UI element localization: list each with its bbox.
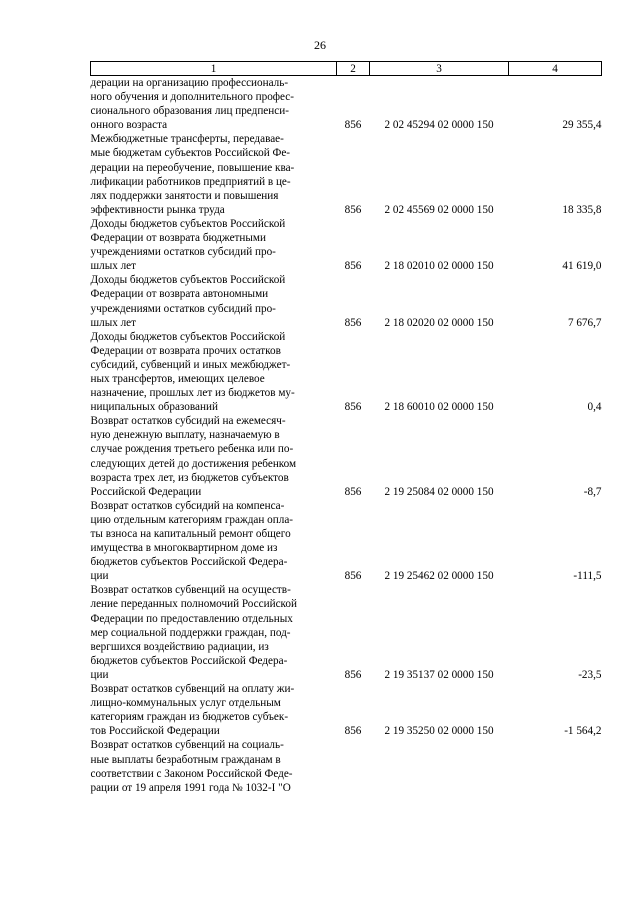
table-row <box>91 273 602 329</box>
revenue-name-line: ление переданных полномочий Российской <box>90 598 297 611</box>
revenue-name-line: ниципальных образований <box>90 401 218 414</box>
amount-cell: 18 335,8 <box>562 203 602 216</box>
revenue-name-line: ты взноса на капитальный ремонт общего <box>90 528 291 540</box>
revenue-name-cell <box>91 76 337 133</box>
revenue-name-line: субсидий, субвенций и иных межбюджет- <box>90 358 291 371</box>
revenue-name-line: Возврат остатков субвенций на социаль- <box>90 739 284 752</box>
revenue-name-line: следующих детей до достижения ребенком <box>90 457 297 470</box>
table-row <box>91 499 602 584</box>
revenue-name-line: Возврат остатков субсидий на компенса- <box>90 499 285 512</box>
admin-code-cell: 856 <box>344 725 362 738</box>
column-header-amount: 4 <box>509 62 602 76</box>
revenue-name-line: Российской Федерации <box>90 485 202 498</box>
admin-code-cell: 856 <box>344 401 362 414</box>
budget-code-cell: 2 18 60010 02 0000 150 <box>384 401 494 414</box>
revenue-name-line: шлых лет <box>90 260 137 273</box>
amount-cell: -8,7 <box>583 485 602 498</box>
revenue-name-line: Доходы бюджетов субъектов Российской <box>90 274 286 287</box>
table-row <box>91 132 602 217</box>
budget-revenue-table <box>90 61 602 795</box>
revenue-name-line: Федерации от возврата бюджетными <box>90 232 267 245</box>
revenue-name-line: бюджетов субъектов Российской Федера- <box>90 654 288 667</box>
revenue-name-line: Возврат остатков субсидий на ежемесяч- <box>90 415 286 428</box>
budget-code-cell: 2 19 35137 02 0000 150 <box>384 668 494 681</box>
revenue-name-line: Федерации от возврата прочих остатков <box>90 344 281 357</box>
revenue-name-line: мые бюджетам субъектов Российской Фе- <box>90 147 291 160</box>
revenue-name-cell <box>91 217 337 273</box>
revenue-name-line: ции <box>90 570 109 583</box>
revenue-name-line: ные выплаты безработным гражданам в <box>90 753 281 766</box>
revenue-name-line: эффективности рынка труда <box>90 203 225 216</box>
page-number: 26 <box>314 38 326 52</box>
admin-code-cell: 856 <box>344 203 362 216</box>
revenue-name-line: учреждениями остатков субсидий про- <box>90 302 276 315</box>
revenue-name-line: бюджетов субъектов Российской Федера- <box>90 556 288 569</box>
revenue-name-line: сионального образования лиц предпенси- <box>90 105 289 118</box>
budget-code-cell: 2 18 02010 02 0000 150 <box>384 260 494 273</box>
table-row <box>91 414 602 499</box>
table-row <box>91 217 602 273</box>
table-body <box>91 76 602 795</box>
revenue-name-line: лях поддержки занятости и повышения <box>90 189 279 202</box>
revenue-name-line: возраста трех лет, из бюджетов субъектов <box>90 471 289 484</box>
revenue-name-line: соответствии с Законом Российской Феде- <box>90 767 293 780</box>
revenue-name-line: Федерации от возврата автономными <box>90 288 269 301</box>
revenue-name-line: Федерации по предоставлению отдельных <box>90 612 293 625</box>
revenue-name-cell <box>91 499 337 584</box>
column-header-name: 1 <box>91 62 337 76</box>
revenue-name-line: Межбюджетные трансферты, передавае- <box>90 133 284 146</box>
revenue-name-line: ции <box>90 668 109 681</box>
budget-code-cell: 2 02 45294 02 0000 150 <box>384 119 494 132</box>
amount-cell: -1 564,2 <box>564 725 602 738</box>
revenue-name-cell <box>91 330 337 415</box>
revenue-name-line: учреждениями остатков субсидий про- <box>90 246 276 259</box>
amount-cell: -23,5 <box>578 668 602 681</box>
revenue-name-line: ную денежную выплату, назначаемую в <box>90 429 280 442</box>
admin-code-cell: 856 <box>344 260 362 273</box>
revenue-name-line: Возврат остатков субвенций на оплату жи- <box>90 683 295 696</box>
table-row <box>91 330 602 415</box>
table-row <box>91 682 602 738</box>
table-row <box>91 76 602 133</box>
revenue-name-line: лищно-коммунальных услуг отдельным <box>90 697 281 710</box>
revenue-name-line: имущества в многоквартирном доме из <box>90 542 278 555</box>
amount-cell: 41 619,0 <box>562 260 602 273</box>
column-header-admin: 2 <box>337 62 370 76</box>
admin-code-cell <box>337 738 370 794</box>
revenue-name-line: категориям граждан из бюджетов субъек- <box>90 711 289 724</box>
revenue-name-line: Возврат остатков субвенций на осуществ- <box>90 584 291 597</box>
admin-code-cell: 856 <box>344 570 362 583</box>
budget-code-cell: 2 19 35250 02 0000 150 <box>384 725 494 738</box>
budget-code-cell: 2 19 25084 02 0000 150 <box>384 485 494 498</box>
table-row <box>91 738 602 794</box>
revenue-name-line: дерации на переобучение, повышение ква- <box>90 161 295 174</box>
admin-code-cell: 856 <box>344 485 362 498</box>
budget-code-cell: 2 18 02020 02 0000 150 <box>384 316 494 329</box>
revenue-name-line: Доходы бюджетов субъектов Российской <box>90 330 286 343</box>
revenue-name-cell <box>91 682 337 738</box>
revenue-name-line: цию отдельным категориям граждан опла- <box>90 513 294 526</box>
revenue-name-line: рации от 19 апреля 1991 года № 1032-I "О <box>90 781 291 794</box>
admin-code-cell: 856 <box>344 119 362 132</box>
revenue-name-cell <box>91 583 337 682</box>
revenue-name-line: ных трансфертов, имеющих целевое <box>90 372 265 385</box>
amount-cell: 0,4 <box>587 401 602 414</box>
revenue-name-line: дерации на организацию профессиональ- <box>90 77 289 89</box>
revenue-name-line: случае рождения третьего ребенка или по- <box>90 443 294 456</box>
budget-code-cell <box>370 738 509 794</box>
amount-cell <box>509 738 602 794</box>
budget-code-cell: 2 02 45569 02 0000 150 <box>384 203 494 216</box>
revenue-name-line: онного возраста <box>90 119 168 132</box>
revenue-name-line: Доходы бюджетов субъектов Российской <box>90 217 286 230</box>
revenue-name-line: мер социальной поддержки граждан, под- <box>90 626 291 639</box>
admin-code-cell: 856 <box>344 668 362 681</box>
amount-cell: -111,5 <box>573 570 602 583</box>
revenue-name-line: вергшихся воздействию радиации, из <box>90 640 269 653</box>
amount-cell: 7 676,7 <box>567 316 602 329</box>
revenue-name-cell <box>91 738 337 794</box>
amount-cell: 29 355,4 <box>562 119 602 132</box>
revenue-name-cell <box>91 132 337 217</box>
column-header-code: 3 <box>370 62 509 76</box>
admin-code-cell: 856 <box>344 316 362 329</box>
revenue-name-line: назначение, прошлых лет из бюджетов му- <box>90 387 295 400</box>
revenue-name-line: лификации работников предприятий в це- <box>90 175 291 188</box>
table-row <box>91 583 602 682</box>
revenue-name-cell <box>91 414 337 499</box>
revenue-name-cell <box>91 273 337 329</box>
table-header-row <box>91 62 602 76</box>
revenue-name-line: тов Российской Федерации <box>90 725 220 738</box>
budget-code-cell: 2 19 25462 02 0000 150 <box>384 570 494 583</box>
revenue-name-line: ного обучения и дополнительного профес- <box>90 91 294 104</box>
revenue-name-line: шлых лет <box>90 316 137 329</box>
